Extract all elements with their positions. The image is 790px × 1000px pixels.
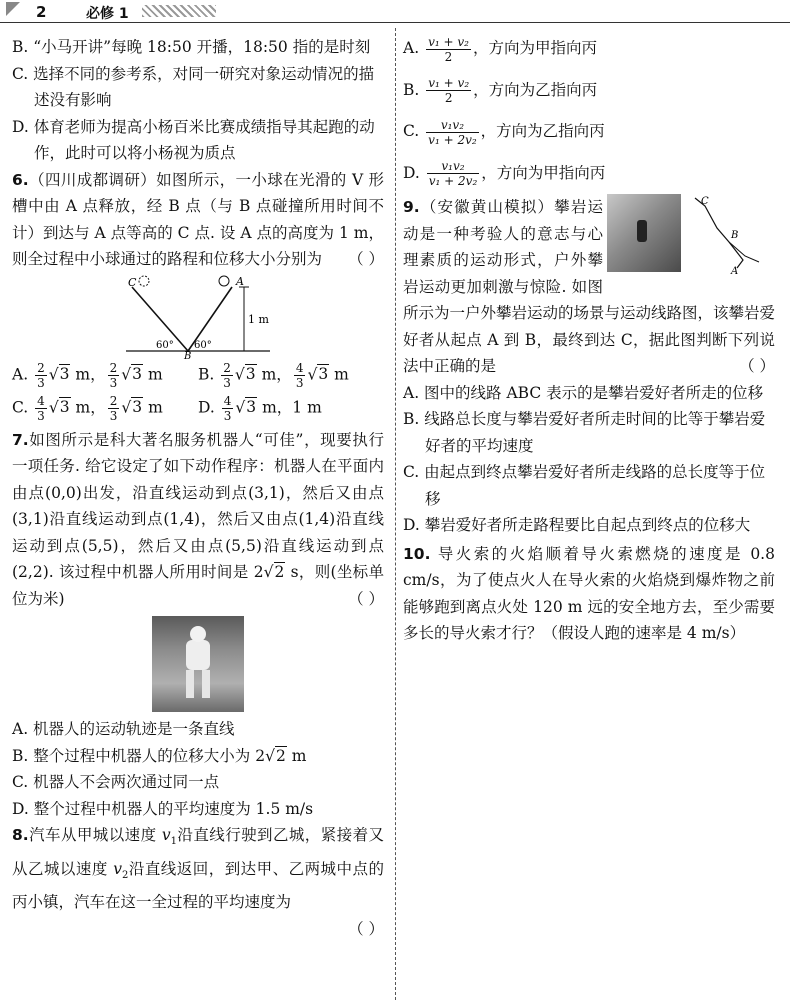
label-height: 1 m	[248, 312, 269, 326]
q6-stem	[12, 167, 384, 273]
q6-answer-paren[interactable]: （ ）	[348, 250, 384, 268]
q7-option-c[interactable]: C. 机器人不会两次通过同一点	[12, 773, 220, 791]
q6-option-c[interactable]: C. $\frac{4}{3}$ √3 m， $\frac{2}{3}$ √3 m	[12, 393, 163, 423]
q5-option-d[interactable]: D. 体育老师为提高小杨百米比赛成绩指导其起跑的动作，此时可以将小杨视为质点	[12, 117, 375, 162]
q6-number: 6.	[12, 170, 29, 189]
q6-options-row-1	[12, 361, 384, 390]
q7-option-d[interactable]: D. 整个过程中机器人的平均速度为 1.5 m/s	[12, 799, 314, 818]
q6-option-d[interactable]: D. $\frac{4}{3}$ √3 m，1 m	[198, 393, 322, 423]
q8-option-a[interactable]: A. $\frac{\text{v₁ + v₂}}{2}$ ，方向为甲指向丙	[403, 34, 597, 64]
q6-text: （四川成都调研）如图所示，一小球在光滑的 V 形槽中由 A 点释放，经 B 点（与 B 点碰撞所用时间不计）到达与 A 点等高的 C 点. 设 A 点的高度为 1 m，则全过程中小球通过的路程和位移大小分别为	[12, 170, 384, 268]
q8-option-b[interactable]: B. $\frac{\text{v₁ + v₂}}{2}$ ，方向为乙指向丙	[403, 76, 598, 105]
page-header	[0, 0, 790, 28]
q6-option-b[interactable]: B. $\frac{2}{3}$ √3 m， $\frac{4}{3}$ √3 m	[198, 360, 349, 390]
route-label-a: A	[731, 266, 739, 274]
angle-right: 60°	[194, 339, 212, 351]
label-a: A	[236, 274, 244, 288]
route-label-b: B	[731, 230, 739, 241]
header-rule	[0, 22, 790, 23]
q8-option-c[interactable]: C. $\frac{\text{v₁v₂}}{\text{v₁ + 2v₂}}$ ，方向为乙指向丙	[403, 117, 605, 147]
climbing-photo	[607, 194, 681, 272]
q7-answer-paren[interactable]: （ ）	[348, 589, 384, 608]
q7-option-b[interactable]: B. 整个过程中机器人的位移大小为 2√2 m	[12, 746, 307, 765]
ball-c-dashed	[139, 276, 149, 286]
q5-option-c[interactable]: C. 选择不同的参考系，对同一研究对象运动情况的描述没有影响	[12, 64, 375, 109]
robot-photo	[152, 616, 244, 712]
v-groove-figure	[118, 275, 278, 359]
q9-option-c[interactable]: C. 由起点到终点攀岩爱好者所走线路的总长度等于位移	[403, 463, 766, 508]
q9-stem: 9.（安徽黄山模拟）攀岩运动是一种考验人的意志与心理素质的运动形式，户外攀岩运动更加刺激与惊险. 如图所示为一户外攀岩运动的场景与运动线路图，该攀岩爱好者从起点 A 到 B，最终到达 C，据此图判断下列说法中正确的是 （ ）	[403, 194, 775, 380]
column-divider	[395, 28, 396, 1000]
q10-number: 10.	[403, 544, 431, 563]
book-title: 必修 1	[86, 6, 129, 22]
q9-option-d[interactable]: D. 攀岩爱好者所走路程要比自起点到终点的位移大	[403, 516, 751, 534]
q10-stem: 10. 导火索的火焰顺着导火索燃烧的速度是 0.8 cm/s，为了使点火人在导火索的火焰烧到爆炸物之前能够跑到离点火处 120 m 远的安全地方去，至少需要多长的导火索才行？（假设人跑的速率是 4 m/s）	[403, 544, 775, 642]
label-c: C	[128, 275, 137, 289]
q9-block	[403, 194, 775, 647]
angle-left: 60°	[156, 339, 174, 351]
q9-option-b[interactable]: B. 线路总长度与攀岩爱好者所走时间的比等于攀岩爱好者的平均速度	[403, 410, 766, 455]
q9-figures	[607, 194, 775, 274]
q7-option-a[interactable]: A. 机器人的运动轨迹是一条直线	[12, 720, 235, 738]
robot-body-icon	[186, 640, 210, 670]
ball-a	[219, 276, 229, 286]
route-diagram	[685, 194, 775, 274]
q9-answer-paren[interactable]: （ ）	[739, 357, 775, 375]
q9-number: 9.	[403, 198, 420, 216]
q7-text: 如图所示是科大著名服务机器人“可佳”，现要执行一项任务. 给它设定了如下动作程序：机器人在平面内由点(0,0)出发，沿直线运动到点(3,1)，然后又由点(3,1)沿直线运动到点(1,4)，然后又由点(1,4)沿直线运动到点(5,5)，然后又由点(5,5)沿直线运动到点(2,2). 该过程中机器人所用时间是	[12, 430, 384, 581]
q8-stem: 8.汽车从甲城以速度 $v_1$沿直线行驶到乙城，紧接着又从乙城以速度 $v_2$沿直线返回，到达甲、乙两城中点的丙小镇，汽车在这一全过程的平均速度为 （ ）	[12, 822, 384, 916]
climber-icon	[637, 220, 647, 242]
page-number: 2	[36, 3, 47, 21]
q5-option-b[interactable]: B. “小马开讲”每晚 18:50 开播，18:50 指的是时刻	[12, 38, 371, 56]
header-triangle-icon	[6, 2, 20, 16]
q9-option-a[interactable]: A. 图中的线路 ABC 表示的是攀岩爱好者所走的位移	[403, 383, 764, 402]
header-hatch-decoration	[142, 5, 216, 17]
q6-options-row-2	[12, 394, 384, 423]
q7-number: 7.	[12, 430, 29, 449]
left-column	[12, 34, 384, 942]
right-column	[403, 34, 775, 647]
route-label-c: C	[701, 196, 709, 207]
q8-option-d[interactable]: D. $\frac{\text{v₁v₂}}{\text{v₁ + 2v₂}}$ ，方向为甲指向丙	[403, 159, 606, 188]
q7-stem: 7.如图所示是科大著名服务机器人“可佳”，现要执行一项任务. 给它设定了如下动作程序：机器人在平面内由点(0,0)出发，沿直线运动到点(3,1)，然后又由点(3,1)沿直线运动到点(1,4)，然后又由点(1,4)沿直线运动到点(5,5)，然后又由点(5,5)沿直线运动到点(2,2). 该过程中机器人所用时间是 2√2 s，则(坐标单位为米) （ ）	[12, 427, 384, 613]
label-b: B	[184, 350, 192, 359]
q8-number: 8.	[12, 826, 29, 844]
q6-option-a[interactable]: A. $\frac{2}{3}$ √3 m， $\frac{2}{3}$ √3 m	[12, 360, 163, 390]
q8-answer-paren[interactable]: （ ）	[348, 919, 384, 938]
